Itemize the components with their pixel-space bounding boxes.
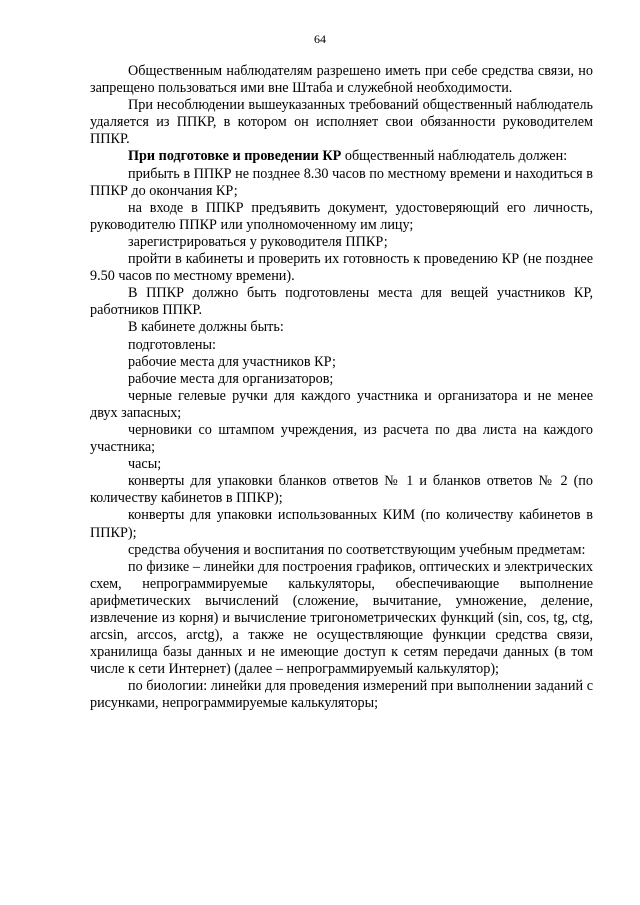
paragraph-text: общественный наблюдатель должен: [341, 148, 568, 165]
paragraph: конверты для упаковки использованных КИМ (по количеству кабинетов в ППКР); [90, 507, 593, 541]
paragraph: рабочие места для участников КР; [128, 353, 336, 370]
paragraph: черные гелевые ручки для каждого участника и организатора и не менее двух запасных; [90, 387, 593, 421]
paragraph: по биологии: линейки для проведения измерений при выполнении заданий с рисунками, непрограммируемые калькуляторы; [90, 678, 593, 712]
paragraph: часы; [128, 456, 162, 473]
paragraph: пройти в кабинеты и проверить их готовность к проведению КР (не позднее 9.50 часов по местному времени). [90, 251, 593, 285]
paragraph: подготовлены: [128, 336, 216, 353]
paragraph: средства обучения и воспитания по соответствующим учебным предметам: [128, 541, 586, 558]
paragraph: на входе в ППКР предъявить документ, удостоверяющий его личность, руководителю ППКР или уполномоченному им лицу; [90, 199, 593, 233]
page-number: 64 [314, 32, 326, 46]
paragraph: Общественным наблюдателям разрешено иметь при себе средства связи, но запрещено пользоваться ими вне Штаба и служебной необходимости. [90, 63, 593, 97]
paragraph [90, 148, 593, 165]
paragraph: В ППКР должно быть подготовлены места для вещей участников КР, работников ППКР. [90, 285, 593, 319]
paragraph: зарегистрироваться у руководителя ППКР; [128, 233, 388, 250]
paragraph: по физике – линейки для построения графиков, оптических и электрических схем, непрограммируемые калькуляторы, обеспечивающие выполнение арифметических вычислений (сложение, вычитание, умножение, деление, извлечение из корня) и вычисление тригонометрических функций (sin, cos, tg, ctg, arcsin, arccos, arctg), а также не осуществляющие функции средства связи, хранилища базы данных и не имеющие доступ к сетям передачи данных (в том числе к сети Интернет) (далее – непрограммируемый калькулятор); [90, 558, 593, 678]
document-body [90, 63, 593, 713]
paragraph: рабочие места для организаторов; [128, 370, 334, 387]
paragraph: черновики со штампом учреждения, из расчета по два листа на каждого участника; [90, 421, 593, 456]
paragraph: конверты для упаковки бланков ответов № 1 и бланков ответов № 2 (по количеству кабинетов в ППКР); [90, 473, 593, 507]
paragraph: В кабинете должны быть: [128, 319, 284, 336]
paragraph: прибыть в ППКР не позднее 8.30 часов по местному времени и находиться в ППКР до окончания КР; [90, 165, 593, 199]
paragraph: При несоблюдении вышеуказанных требований общественный наблюдатель удаляется из ППКР, в котором он исполняет свои обязанности руководителем ППКР. [90, 97, 593, 148]
bold-phrase: При подготовке и проведении КР [128, 148, 342, 165]
